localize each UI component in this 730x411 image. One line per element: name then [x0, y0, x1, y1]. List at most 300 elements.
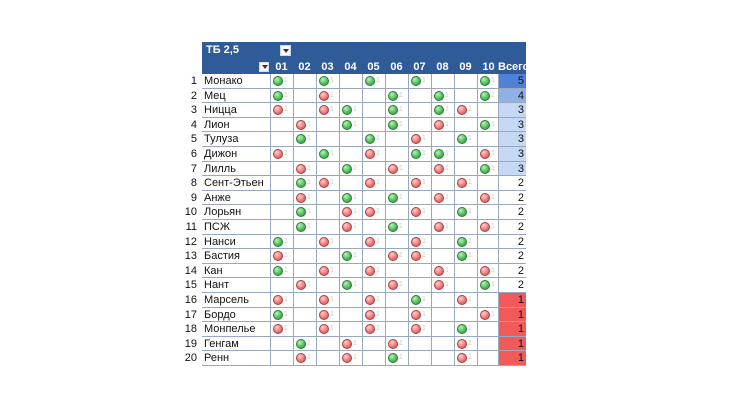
- match-cell[interactable]: [454, 176, 477, 191]
- match-cell[interactable]: [408, 103, 431, 118]
- match-cell[interactable]: [316, 249, 339, 264]
- match-cell[interactable]: [408, 89, 431, 104]
- team-name[interactable]: Анже: [202, 191, 270, 206]
- match-cell[interactable]: [362, 89, 385, 104]
- match-cell[interactable]: [385, 147, 408, 162]
- match-cell[interactable]: [270, 351, 293, 366]
- match-cell[interactable]: [408, 205, 431, 220]
- cell-value-hint: 1: [330, 237, 334, 245]
- match-cell[interactable]: [477, 176, 500, 191]
- match-cell[interactable]: [316, 118, 339, 133]
- red-circle-icon: [457, 178, 467, 188]
- match-cell[interactable]: [454, 147, 477, 162]
- match-cell[interactable]: [270, 162, 293, 177]
- match-cell[interactable]: [477, 162, 500, 177]
- match-cell[interactable]: [293, 147, 316, 162]
- team-name[interactable]: Тулуза: [202, 132, 270, 147]
- match-cell[interactable]: [362, 191, 385, 206]
- cell-value-hint: 1: [445, 106, 449, 114]
- green-circle-icon: [480, 76, 490, 86]
- team-name[interactable]: Лорьян: [202, 205, 270, 220]
- team-name[interactable]: Нанси: [202, 235, 270, 250]
- match-cell[interactable]: [431, 351, 454, 366]
- match-cell[interactable]: [339, 205, 362, 220]
- cell-value-hint: 1: [491, 310, 495, 318]
- match-cell[interactable]: [385, 322, 408, 337]
- match-cell[interactable]: [362, 147, 385, 162]
- match-cell[interactable]: [362, 351, 385, 366]
- match-cell[interactable]: [339, 89, 362, 104]
- total-cell[interactable]: 5: [498, 74, 526, 89]
- match-cell[interactable]: [454, 351, 477, 366]
- match-cell[interactable]: [385, 264, 408, 279]
- match-cell[interactable]: [316, 89, 339, 104]
- cell-value-hint: 1: [468, 208, 472, 216]
- match-cell[interactable]: [454, 337, 477, 352]
- cell-value-hint: 1: [422, 325, 426, 333]
- match-cell[interactable]: [339, 103, 362, 118]
- total-cell[interactable]: 3: [498, 147, 526, 162]
- cell-value-hint: 1: [284, 325, 288, 333]
- match-cell[interactable]: [316, 176, 339, 191]
- red-circle-icon: [411, 178, 421, 188]
- match-cell[interactable]: [316, 278, 339, 293]
- match-cell[interactable]: [270, 249, 293, 264]
- cell-value-hint: 1: [376, 325, 380, 333]
- match-cell[interactable]: [362, 337, 385, 352]
- match-cell[interactable]: [454, 103, 477, 118]
- match-cell[interactable]: [408, 176, 431, 191]
- team-name[interactable]: Генгам: [202, 337, 270, 352]
- match-cell[interactable]: [431, 191, 454, 206]
- cell-value-hint: 1: [422, 237, 426, 245]
- match-cell[interactable]: [293, 205, 316, 220]
- match-cell[interactable]: [431, 337, 454, 352]
- red-circle-icon: [319, 178, 329, 188]
- match-cell[interactable]: [362, 264, 385, 279]
- match-cell[interactable]: [293, 264, 316, 279]
- match-cell[interactable]: [316, 162, 339, 177]
- total-cell[interactable]: 3: [498, 118, 526, 133]
- team-name[interactable]: Мец: [202, 89, 270, 104]
- team-name[interactable]: Бастия: [202, 249, 270, 264]
- match-cell[interactable]: [408, 74, 431, 89]
- match-cell[interactable]: [408, 278, 431, 293]
- match-cell[interactable]: [385, 293, 408, 308]
- team-name[interactable]: Сент-Этьен: [202, 176, 270, 191]
- total-cell[interactable]: 1: [498, 308, 526, 323]
- match-cell[interactable]: [408, 264, 431, 279]
- match-cell[interactable]: [293, 337, 316, 352]
- match-cell[interactable]: [339, 249, 362, 264]
- match-cell[interactable]: [316, 147, 339, 162]
- match-cell[interactable]: [293, 162, 316, 177]
- filter-dropdown-icon[interactable]: [280, 45, 291, 56]
- match-cell[interactable]: [270, 235, 293, 250]
- match-cell[interactable]: [293, 74, 316, 89]
- match-cell[interactable]: [385, 103, 408, 118]
- match-cell[interactable]: [339, 220, 362, 235]
- team-name[interactable]: Ренн: [202, 351, 270, 366]
- match-cell[interactable]: [362, 132, 385, 147]
- match-cell[interactable]: [385, 249, 408, 264]
- match-cell[interactable]: [316, 103, 339, 118]
- match-cell[interactable]: [293, 235, 316, 250]
- team-name[interactable]: Дижон: [202, 147, 270, 162]
- total-cell[interactable]: 4: [498, 89, 526, 104]
- match-cell[interactable]: [270, 118, 293, 133]
- match-cell[interactable]: [316, 351, 339, 366]
- match-cell[interactable]: [431, 220, 454, 235]
- team-name[interactable]: ПСЖ: [202, 220, 270, 235]
- match-cell[interactable]: [339, 278, 362, 293]
- match-cell[interactable]: [431, 322, 454, 337]
- match-cell[interactable]: [477, 103, 500, 118]
- match-cell[interactable]: [339, 162, 362, 177]
- team-name[interactable]: Кан: [202, 264, 270, 279]
- table-row: [181, 191, 526, 206]
- match-cell[interactable]: [454, 293, 477, 308]
- cell-value-hint: 1: [307, 164, 311, 172]
- match-cell[interactable]: [431, 162, 454, 177]
- total-cell[interactable]: 2: [498, 176, 526, 191]
- match-cell[interactable]: [362, 308, 385, 323]
- match-cell[interactable]: [339, 235, 362, 250]
- row-number: 19: [184, 337, 197, 350]
- cell-value-hint: 1: [330, 296, 334, 303]
- match-cell[interactable]: [316, 322, 339, 337]
- match-cell[interactable]: [270, 191, 293, 206]
- match-cell[interactable]: [270, 264, 293, 279]
- cell-value-hint: 1: [491, 120, 495, 128]
- total-cell[interactable]: 2: [498, 205, 526, 220]
- match-cell[interactable]: [385, 308, 408, 323]
- match-cell[interactable]: [408, 220, 431, 235]
- total-cell[interactable]: 3: [498, 162, 526, 177]
- team-name[interactable]: Марсель: [202, 293, 270, 308]
- team-name[interactable]: Лилль: [202, 162, 270, 177]
- match-cell[interactable]: [293, 293, 316, 308]
- table-row: [181, 89, 526, 104]
- row-number: 9: [190, 191, 197, 204]
- match-cell[interactable]: [270, 103, 293, 118]
- match-cell[interactable]: [431, 132, 454, 147]
- match-cell[interactable]: [270, 278, 293, 293]
- total-cell[interactable]: 3: [498, 132, 526, 147]
- match-cell[interactable]: [339, 147, 362, 162]
- match-cell[interactable]: [362, 74, 385, 89]
- match-cell[interactable]: [293, 220, 316, 235]
- match-cell[interactable]: [316, 74, 339, 89]
- match-cell[interactable]: [362, 322, 385, 337]
- match-cell[interactable]: [408, 337, 431, 352]
- match-cell[interactable]: [270, 89, 293, 104]
- match-cell[interactable]: [385, 235, 408, 250]
- match-cell[interactable]: [431, 205, 454, 220]
- row-number: 3: [190, 104, 197, 117]
- match-cell[interactable]: [431, 74, 454, 89]
- match-cell[interactable]: [431, 264, 454, 279]
- total-cell[interactable]: 1: [498, 322, 526, 337]
- match-cell[interactable]: [316, 293, 339, 308]
- cell-value-hint: 1: [422, 252, 426, 260]
- match-cell[interactable]: [316, 205, 339, 220]
- cell-value-hint: 1: [468, 339, 472, 347]
- match-cell[interactable]: [385, 351, 408, 366]
- total-cell[interactable]: 2: [498, 220, 526, 235]
- match-cell[interactable]: [431, 147, 454, 162]
- match-cell[interactable]: [339, 118, 362, 133]
- match-cell[interactable]: [293, 191, 316, 206]
- match-cell[interactable]: [385, 132, 408, 147]
- match-cell[interactable]: [316, 308, 339, 323]
- match-cell[interactable]: [385, 278, 408, 293]
- match-cell[interactable]: [385, 118, 408, 133]
- table-row: [181, 147, 526, 162]
- match-cell[interactable]: [408, 118, 431, 133]
- match-cell[interactable]: [385, 205, 408, 220]
- match-cell[interactable]: [477, 351, 500, 366]
- match-cell[interactable]: [477, 89, 500, 104]
- match-cell[interactable]: [362, 220, 385, 235]
- column-header-03: 03: [321, 61, 334, 73]
- match-cell[interactable]: [339, 293, 362, 308]
- team-name[interactable]: Бордо: [202, 308, 270, 323]
- total-cell[interactable]: 1: [498, 337, 526, 352]
- match-cell[interactable]: [339, 351, 362, 366]
- match-cell[interactable]: [408, 191, 431, 206]
- total-cell[interactable]: 1: [498, 351, 526, 366]
- match-cell[interactable]: [431, 118, 454, 133]
- match-cell[interactable]: [270, 74, 293, 89]
- match-cell[interactable]: [270, 322, 293, 337]
- match-cell[interactable]: [293, 89, 316, 104]
- green-circle-icon: [388, 91, 398, 101]
- match-cell[interactable]: [339, 308, 362, 323]
- red-circle-icon: [388, 339, 398, 349]
- match-cell[interactable]: [408, 308, 431, 323]
- match-cell[interactable]: [293, 176, 316, 191]
- match-cell[interactable]: [362, 118, 385, 133]
- total-cell[interactable]: 2: [498, 191, 526, 206]
- match-cell[interactable]: [339, 337, 362, 352]
- match-cell[interactable]: [270, 337, 293, 352]
- match-cell[interactable]: [454, 249, 477, 264]
- match-cell[interactable]: [270, 293, 293, 308]
- total-cell[interactable]: 2: [498, 278, 526, 293]
- match-cell[interactable]: [431, 278, 454, 293]
- match-cell[interactable]: [385, 176, 408, 191]
- match-cell[interactable]: [431, 176, 454, 191]
- cell-value-hint: 1: [353, 339, 357, 347]
- match-cell[interactable]: [316, 235, 339, 250]
- match-cell[interactable]: [316, 132, 339, 147]
- match-cell[interactable]: [477, 132, 500, 147]
- column-header-05: 05: [367, 61, 380, 73]
- match-cell[interactable]: [339, 132, 362, 147]
- total-cell[interactable]: 1: [498, 293, 526, 308]
- match-cell[interactable]: [362, 278, 385, 293]
- cell-value-hint: 1: [307, 208, 311, 216]
- match-cell[interactable]: [316, 337, 339, 352]
- team-name[interactable]: Ницца: [202, 103, 270, 118]
- match-cell[interactable]: [293, 308, 316, 323]
- match-cell[interactable]: [477, 308, 500, 323]
- match-cell[interactable]: [408, 162, 431, 177]
- match-cell[interactable]: [270, 308, 293, 323]
- column-header-total: Всего: [498, 61, 530, 73]
- match-cell[interactable]: [293, 322, 316, 337]
- match-cell[interactable]: [339, 322, 362, 337]
- column-header-04: 04: [344, 61, 357, 73]
- match-cell[interactable]: [408, 293, 431, 308]
- match-cell[interactable]: [362, 162, 385, 177]
- match-cell[interactable]: [431, 235, 454, 250]
- match-cell[interactable]: [408, 147, 431, 162]
- match-cell[interactable]: [362, 176, 385, 191]
- match-cell[interactable]: [270, 176, 293, 191]
- team-name[interactable]: Лион: [202, 118, 270, 133]
- match-cell[interactable]: [454, 220, 477, 235]
- match-cell[interactable]: [270, 147, 293, 162]
- cell-value-hint: 1: [468, 296, 472, 303]
- match-cell[interactable]: [293, 278, 316, 293]
- match-cell[interactable]: [454, 235, 477, 250]
- cell-value-hint: 1: [353, 120, 357, 128]
- match-cell[interactable]: [454, 191, 477, 206]
- match-cell[interactable]: [293, 118, 316, 133]
- match-cell[interactable]: [408, 351, 431, 366]
- match-cell[interactable]: [477, 205, 500, 220]
- match-cell[interactable]: [408, 235, 431, 250]
- match-cell[interactable]: [477, 74, 500, 89]
- match-cell[interactable]: [431, 89, 454, 104]
- team-name[interactable]: Монпелье: [202, 322, 270, 337]
- match-cell[interactable]: [385, 89, 408, 104]
- match-cell[interactable]: [385, 74, 408, 89]
- cell-value-hint: 1: [307, 135, 311, 143]
- match-cell[interactable]: [316, 191, 339, 206]
- cell-value-hint: 1: [330, 91, 334, 99]
- total-cell[interactable]: 2: [498, 249, 526, 264]
- match-cell[interactable]: [454, 278, 477, 293]
- red-circle-icon: [457, 105, 467, 115]
- match-cell[interactable]: [454, 322, 477, 337]
- match-cell[interactable]: [477, 220, 500, 235]
- match-cell[interactable]: [477, 191, 500, 206]
- match-cell[interactable]: [431, 308, 454, 323]
- match-cell[interactable]: [408, 322, 431, 337]
- match-cell[interactable]: [385, 220, 408, 235]
- team-name[interactable]: Монако: [202, 74, 270, 89]
- column-filter-icon[interactable]: [259, 62, 269, 72]
- match-cell[interactable]: [270, 205, 293, 220]
- match-cell[interactable]: [454, 89, 477, 104]
- match-cell[interactable]: [293, 249, 316, 264]
- total-cell[interactable]: 2: [498, 264, 526, 279]
- match-cell[interactable]: [362, 205, 385, 220]
- match-cell[interactable]: [385, 337, 408, 352]
- match-cell[interactable]: [270, 132, 293, 147]
- green-circle-icon: [434, 105, 444, 115]
- cell-value-hint: 1: [468, 106, 472, 114]
- match-cell[interactable]: [477, 264, 500, 279]
- filter-header: [202, 42, 526, 60]
- total-cell[interactable]: 3: [498, 103, 526, 118]
- red-circle-icon: [296, 280, 306, 290]
- match-cell[interactable]: [431, 249, 454, 264]
- match-cell[interactable]: [339, 176, 362, 191]
- green-circle-icon: [296, 339, 306, 349]
- match-cell[interactable]: [477, 118, 500, 133]
- match-cell[interactable]: [293, 351, 316, 366]
- match-cell[interactable]: [362, 249, 385, 264]
- cell-value-hint: 1: [330, 310, 334, 318]
- team-name[interactable]: Нант: [202, 278, 270, 293]
- match-cell[interactable]: [454, 132, 477, 147]
- match-cell[interactable]: [385, 191, 408, 206]
- match-cell[interactable]: [477, 147, 500, 162]
- red-circle-icon: [319, 266, 329, 276]
- match-cell[interactable]: [362, 293, 385, 308]
- match-cell[interactable]: [477, 249, 500, 264]
- match-cell[interactable]: [454, 205, 477, 220]
- match-cell[interactable]: [316, 264, 339, 279]
- match-cell[interactable]: [454, 74, 477, 89]
- match-cell[interactable]: [477, 278, 500, 293]
- match-cell[interactable]: [362, 103, 385, 118]
- cell-value-hint: 1: [399, 120, 403, 128]
- match-cell[interactable]: [385, 162, 408, 177]
- match-cell[interactable]: [454, 162, 477, 177]
- match-cell[interactable]: [477, 322, 500, 337]
- cell-value-hint: 1: [307, 120, 311, 128]
- match-cell[interactable]: [270, 220, 293, 235]
- match-cell[interactable]: [454, 264, 477, 279]
- match-cell[interactable]: [316, 220, 339, 235]
- match-cell[interactable]: [454, 308, 477, 323]
- match-cell[interactable]: [408, 249, 431, 264]
- table-row: [181, 103, 526, 118]
- cell-value-hint: 1: [445, 120, 449, 128]
- green-circle-icon: [273, 310, 283, 320]
- match-cell[interactable]: [431, 103, 454, 118]
- total-cell[interactable]: 2: [498, 235, 526, 250]
- match-cell[interactable]: [454, 118, 477, 133]
- match-cell[interactable]: [293, 132, 316, 147]
- match-cell[interactable]: [362, 235, 385, 250]
- row-number: 10: [184, 206, 197, 219]
- match-cell[interactable]: [477, 337, 500, 352]
- match-cell[interactable]: [477, 235, 500, 250]
- cell-value-hint: 1: [307, 354, 311, 362]
- match-cell[interactable]: [431, 293, 454, 308]
- row-number: 20: [184, 352, 197, 365]
- match-cell[interactable]: [477, 293, 500, 308]
- match-cell[interactable]: [293, 103, 316, 118]
- red-circle-icon: [319, 91, 329, 101]
- table-row: [181, 235, 526, 250]
- cell-value-hint: 1: [284, 150, 288, 157]
- match-cell[interactable]: [339, 264, 362, 279]
- cell-value-hint: 1: [353, 193, 357, 201]
- match-cell[interactable]: [339, 74, 362, 89]
- match-cell[interactable]: [339, 191, 362, 206]
- table-row: [181, 162, 526, 177]
- cell-value-hint: 1: [468, 237, 472, 245]
- row-number: 6: [190, 148, 197, 160]
- match-cell[interactable]: [408, 132, 431, 147]
